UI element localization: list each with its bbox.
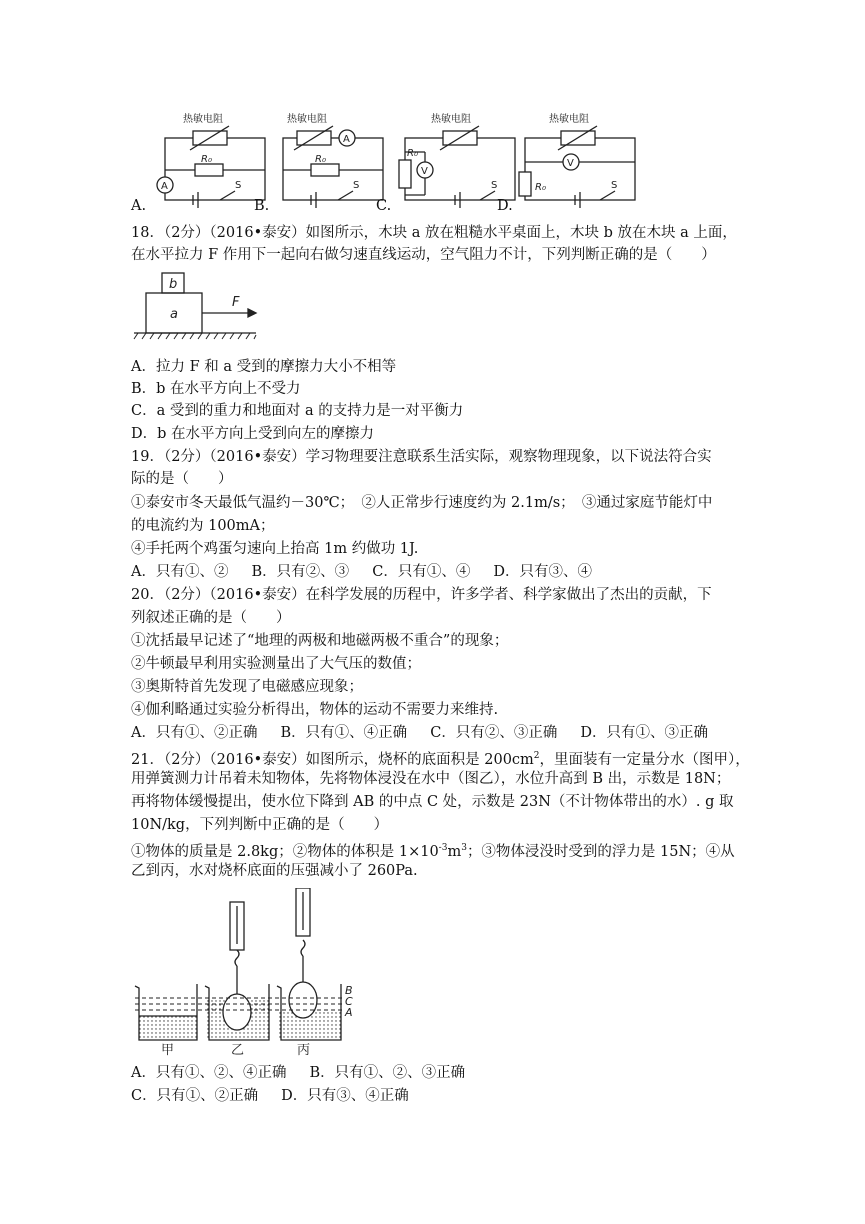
q21-stem-line1 bbox=[131, 745, 750, 771]
q18-stem-line1: 18．（2分）（2016•泰安）如图所示，木块 a 放在粗糙水平桌面上，木块 b 放在木块 a 上面， bbox=[131, 225, 737, 241]
q19-options-row bbox=[131, 561, 592, 583]
q17-option-d-label: D. bbox=[497, 198, 513, 214]
q17d-s-label: S bbox=[611, 180, 618, 191]
q20-option-b: B．只有①、④正确 bbox=[280, 725, 408, 741]
q21-stem-line1-a: 21．（2分）（2016•泰安）如图所示，烧杯的底面积是 200cm bbox=[131, 751, 534, 768]
q17b-thermistor-label: 热敏电阻 bbox=[287, 114, 327, 125]
q21-options-row2 bbox=[131, 1085, 409, 1107]
q18-stem-line2: 在水平拉力 F 作用下一起向右做匀速直线运动，空气阻力不计，下列判断正确的是（ ） bbox=[131, 247, 716, 263]
q17c-s-label: S bbox=[491, 180, 498, 191]
q21-option-c: C．只有①、②正确 bbox=[131, 1088, 259, 1104]
q17b-ammeter-label: A bbox=[343, 134, 350, 145]
q18-block-a-label: a bbox=[170, 307, 178, 322]
q19-option-d: D．只有③、④ bbox=[493, 564, 593, 580]
q17a-thermistor-label: 热敏电阻 bbox=[183, 114, 223, 125]
q20-stem-line1: 20．（2分）（2016•泰安）在科学发展的历程中，许多学者、科学家做出了杰出的贡献，下 bbox=[131, 587, 712, 603]
q20-stem-line2: 列叙述正确的是（ ） bbox=[131, 610, 291, 626]
q20-option-d: D．只有①、③正确 bbox=[580, 725, 708, 741]
q20-item-1: ①沈括最早记述了“地理的两极和地磁两极不重合”的现象； bbox=[131, 633, 509, 649]
q21-beaker-bing-label: 丙 bbox=[297, 1043, 311, 1058]
q17a-ammeter-label: A bbox=[161, 181, 168, 192]
q19-option-a: A．只有①、② bbox=[131, 564, 229, 580]
q21-stem-line5-sup: -3 bbox=[438, 843, 448, 853]
q18-option-c: C．a 受到的重力和地面对 a 的支持力是一对平衡力 bbox=[131, 403, 464, 419]
q17c-voltmeter-label: V bbox=[421, 166, 428, 177]
q17a-s-label: S bbox=[235, 180, 242, 191]
q17c-thermistor-label: 热敏电阻 bbox=[431, 114, 471, 125]
q20-options-row bbox=[131, 722, 708, 744]
q19-stem-line1: 19．（2分）（2016•泰安）学习物理要注意联系生活实际，观察物理现象，以下说法符合实 bbox=[131, 449, 712, 465]
q17-option-b-label: B. bbox=[254, 198, 270, 214]
q19-line3: ①泰安市冬天最低气温约－30℃； ②人正常步行速度约为 2.1m/s； ③通过家庭节能灯中 bbox=[131, 495, 713, 511]
q21-stem-line4: 10N/kg，下列判断中正确的是（ ） bbox=[131, 817, 389, 833]
q21-option-d: D．只有③、④正确 bbox=[281, 1088, 409, 1104]
q19-option-c: C．只有①、④ bbox=[372, 564, 471, 580]
q18-force-label: F bbox=[232, 295, 240, 310]
q20-option-a: A．只有①、②正确 bbox=[131, 725, 258, 741]
q18-blocks-svg bbox=[132, 268, 262, 344]
q21-level-a-label: A bbox=[345, 1006, 353, 1019]
q17b-s-label: S bbox=[353, 180, 360, 191]
q21-stem-line5-c: ；③物体浸没时受到的浮力是 15N；④从 bbox=[466, 843, 735, 860]
q21-stem-line5-a: ①物体的质量是 2.8kg；②物体的体积是 1×10 bbox=[131, 843, 439, 860]
q21-stem-line1-sup: 2 bbox=[533, 751, 540, 761]
q17c-r0-label: R₀ bbox=[407, 148, 418, 159]
q19-option-b: B．只有②、③ bbox=[251, 564, 350, 580]
q20-item-2: ②牛顿最早利用实验测量出了大气压的数值； bbox=[131, 656, 421, 672]
q17a-r0-label: R₀ bbox=[201, 154, 212, 165]
q21-beaker-yi-label: 乙 bbox=[231, 1043, 245, 1058]
q20-item-4: ④伽利略通过实验分析得出，物体的运动不需要力来维持. bbox=[131, 702, 499, 718]
q19-line5: ④手托两个鸡蛋匀速向上抬高 1m 约做功 1J. bbox=[131, 541, 419, 557]
q17d-r0-label: R₀ bbox=[535, 182, 546, 193]
q18-option-d: D．b 在水平方向上受到向左的摩擦力 bbox=[131, 426, 375, 442]
q21-stem-line5-b: m bbox=[447, 843, 462, 860]
q21-level-c-label: C bbox=[345, 995, 353, 1008]
q17d-voltmeter-label: V bbox=[567, 158, 574, 169]
q21-options-row1 bbox=[131, 1062, 465, 1084]
q17d-thermistor-label: 热敏电阻 bbox=[549, 114, 589, 125]
q19-stem-line2: 际的是（ ） bbox=[131, 471, 233, 487]
q21-level-b-label: B bbox=[345, 984, 353, 997]
q18-block-b-label: b bbox=[169, 277, 178, 292]
q17-option-a-label: A. bbox=[131, 198, 147, 214]
q21-stem-line2: 用弹簧测力计吊着未知物体，先将物体浸没在水中（图乙），水位升高到 B 出，示数是 18N； bbox=[131, 771, 731, 787]
q17-option-c-label: C. bbox=[376, 198, 392, 214]
q17-circuit-options bbox=[125, 100, 745, 218]
q18-option-a: A．拉力 F 和 a 受到的摩擦力大小不相等 bbox=[131, 359, 397, 375]
q21-stem-line5 bbox=[131, 837, 735, 863]
q21-stem-line5-sup2: 3 bbox=[461, 843, 467, 853]
q21-stem-line6: 乙到丙，水对烧杯底面的压强减小了 260Pa. bbox=[131, 863, 418, 879]
q18-blocks-figure bbox=[132, 268, 262, 344]
q18-option-b: B．b 在水平方向上不受力 bbox=[131, 381, 301, 397]
q21-beaker-jia-label: 甲 bbox=[161, 1043, 175, 1058]
q21-beakers-svg bbox=[131, 888, 361, 1058]
q21-stem-line1-b: ，里面装有一定量分水（图甲）， bbox=[539, 751, 750, 768]
q21-beakers-figure bbox=[131, 888, 361, 1058]
q19-line4: 的电流约为 100mA； bbox=[131, 518, 275, 534]
q17b-r0-label: R₀ bbox=[315, 154, 326, 165]
q21-option-a: A．只有①、②、④正确 bbox=[131, 1065, 287, 1081]
q21-option-b: B．只有①、②、③正确 bbox=[309, 1065, 466, 1081]
q20-option-c: C．只有②、③正确 bbox=[430, 725, 558, 741]
q21-stem-line3: 再将物体缓慢提出，使水位下降到 AB 的中点 C 处，示数是 23N（不计物体带出的水）. g 取 bbox=[131, 794, 734, 810]
q17-circuits-svg bbox=[125, 100, 745, 218]
q20-item-3: ③奥斯特首先发现了电磁感应现象； bbox=[131, 679, 363, 695]
